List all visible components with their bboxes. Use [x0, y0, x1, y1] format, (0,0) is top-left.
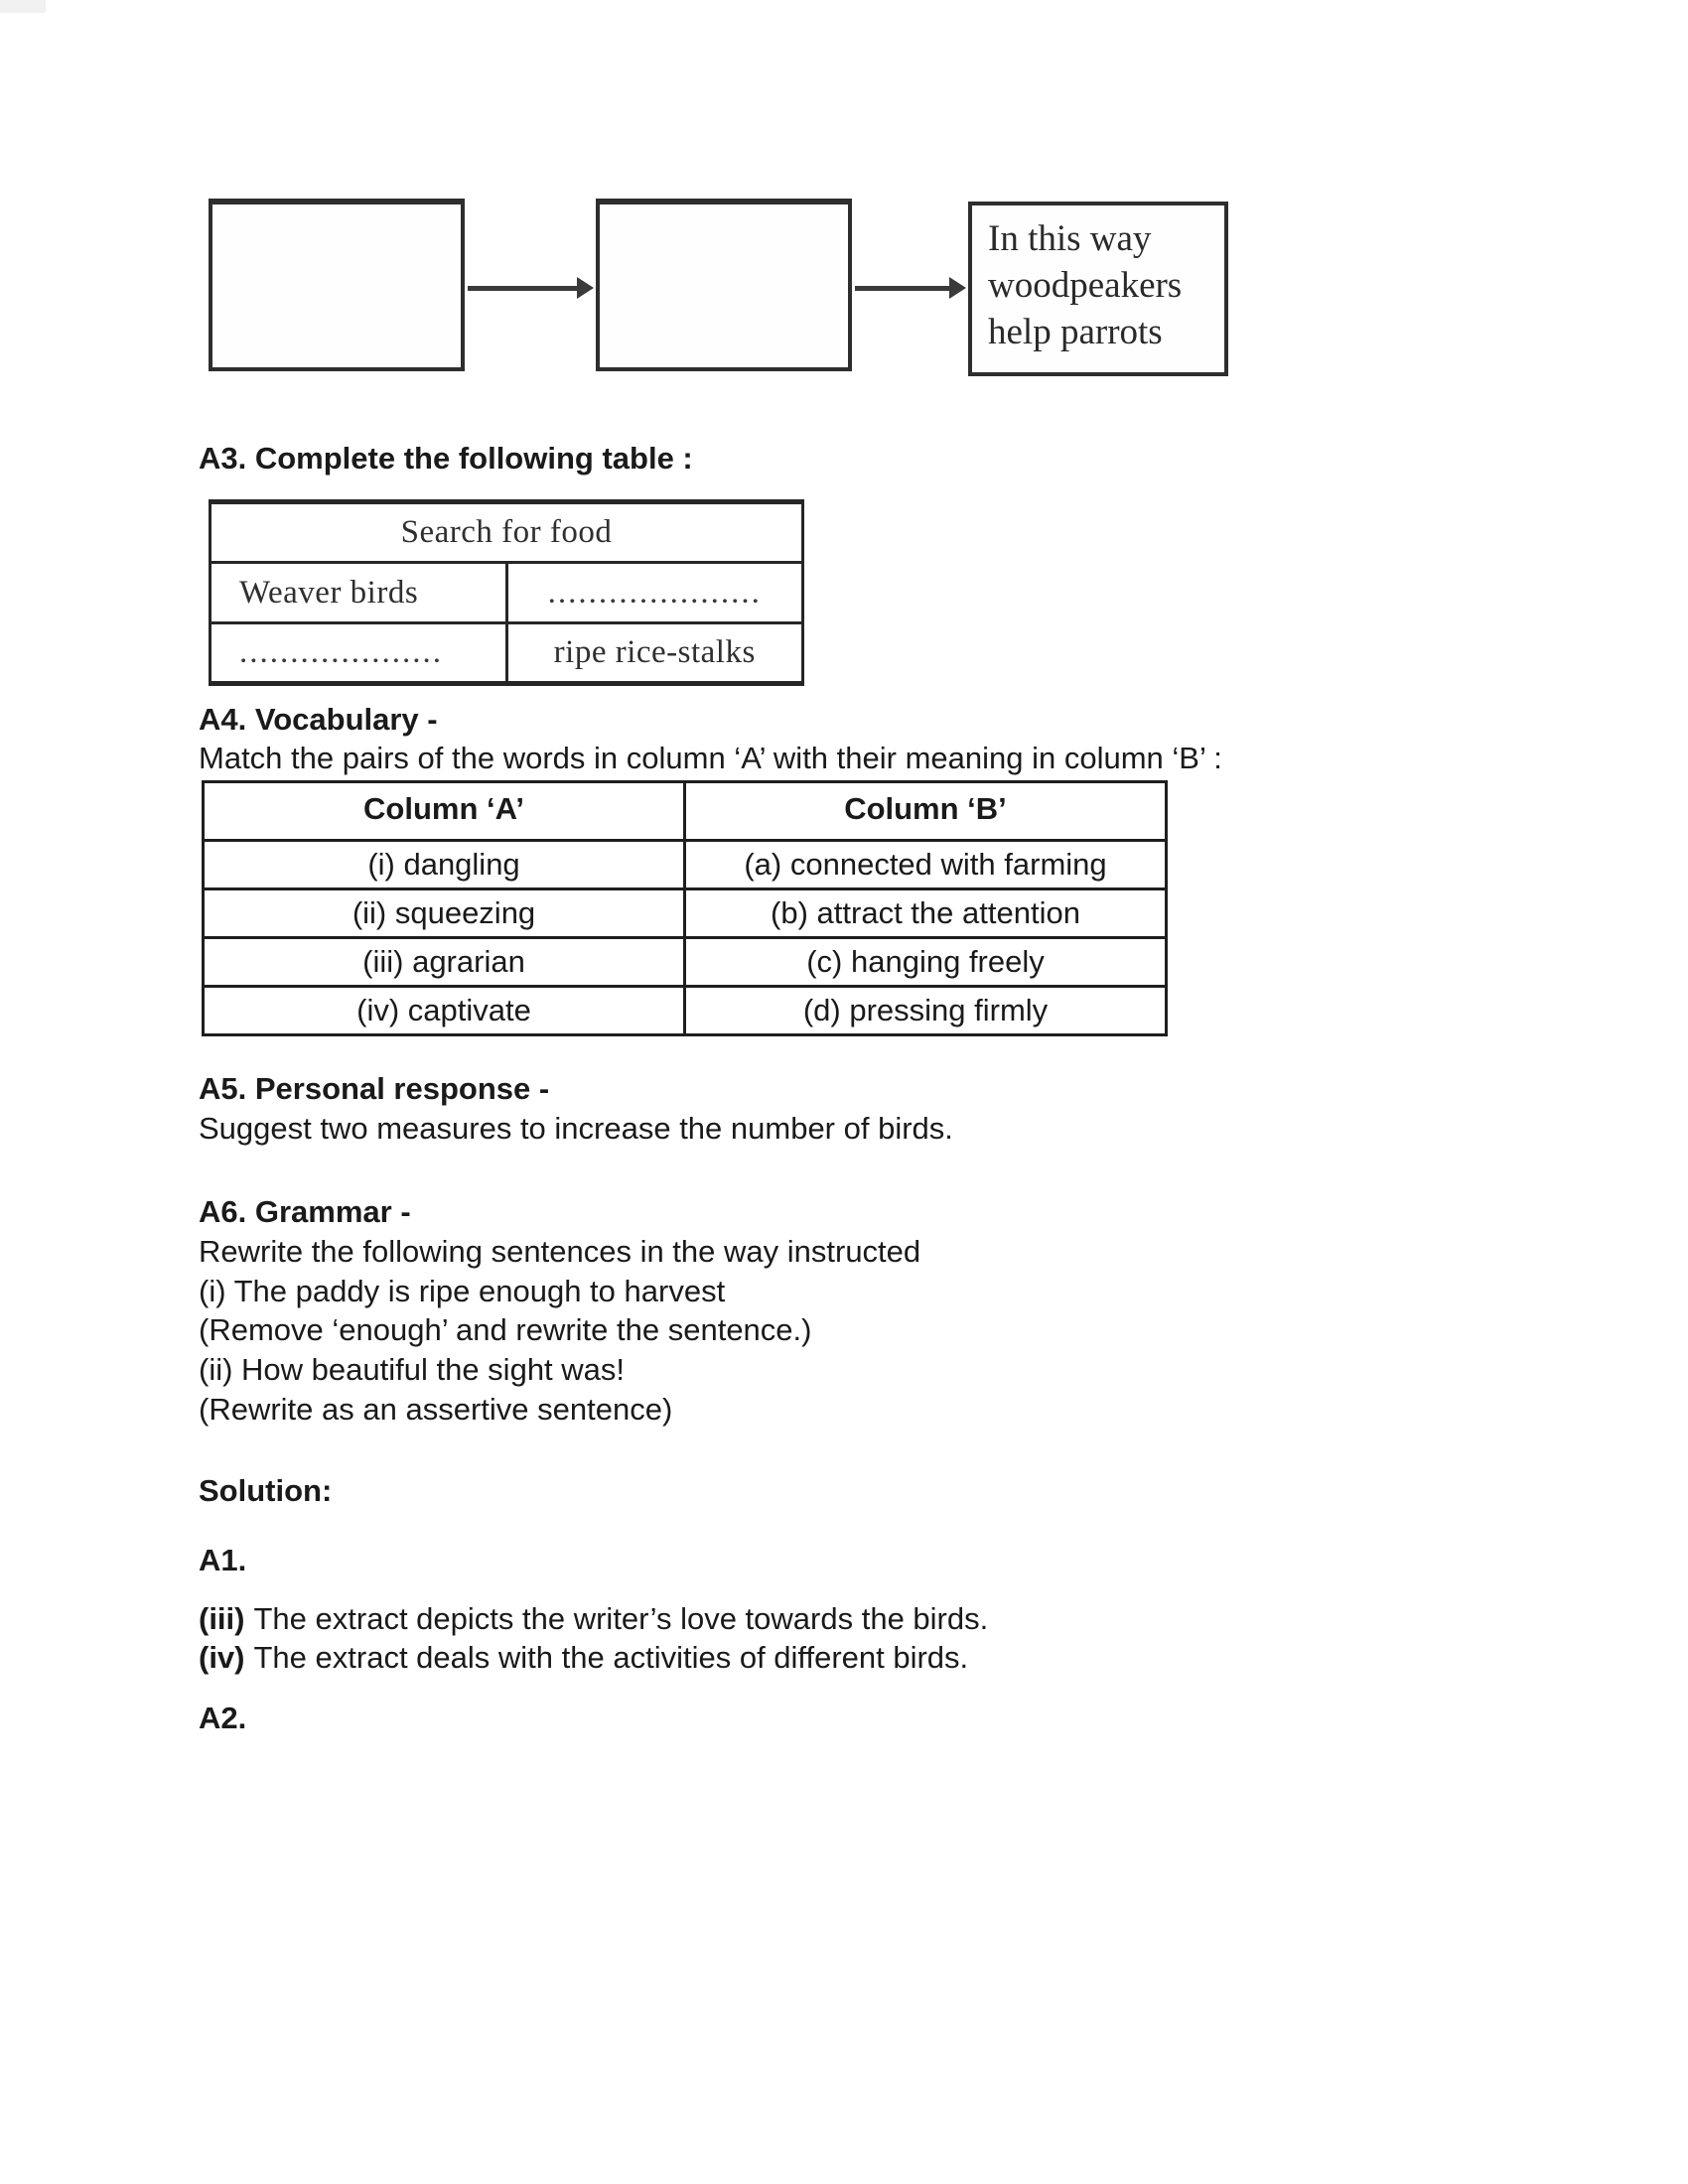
a3-cell-blank: .....................: [506, 563, 803, 623]
table-header-row: [204, 782, 1167, 841]
flow-box-result: In this way woodpeakers help parrots: [968, 202, 1228, 376]
a1-answer-iii: [199, 1599, 988, 1639]
table-row: [211, 502, 803, 563]
meaning-cell: (d) pressing firmly: [685, 987, 1167, 1035]
a6-line: (Rewrite as an assertive sentence): [199, 1392, 673, 1427]
solution-heading: Solution:: [199, 1473, 333, 1508]
a4-heading: A4. Vocabulary -: [199, 702, 438, 737]
a4-instruction: Match the pairs of the words in column ‘A’ with their meaning in column ‘B’ :: [199, 741, 1222, 775]
a3-cell: Weaver birds: [211, 563, 507, 623]
a6-heading: A6. Grammar -: [199, 1194, 411, 1229]
a4-vocabulary-table: [202, 780, 1168, 1036]
table-row: [211, 623, 803, 684]
word-cell: (i) dangling: [204, 841, 685, 889]
meaning-cell: (c) hanging freely: [685, 938, 1167, 987]
word-cell: (ii) squeezing: [204, 889, 685, 938]
a1-answer-iv: [199, 1638, 968, 1678]
table-row: [204, 938, 1167, 987]
a3-table-header-cell: Search for food: [211, 502, 803, 563]
answer-marker: (iv): [199, 1640, 245, 1675]
meaning-cell: (a) connected with farming: [685, 841, 1167, 889]
flow-box-empty-1: [209, 199, 465, 371]
a6-line: Rewrite the following sentences in the way instructed: [199, 1234, 921, 1269]
table-row: [204, 841, 1167, 889]
a5-heading: A5. Personal response -: [199, 1071, 550, 1106]
word-cell: (iii) agrarian: [204, 938, 685, 987]
column-a-header: Column ‘A’: [204, 782, 685, 841]
a5-body: Suggest two measures to increase the number of birds.: [199, 1111, 953, 1146]
a6-line: (ii) How beautiful the sight was!: [199, 1352, 626, 1387]
a2-label: A2.: [199, 1701, 247, 1735]
right-arrow-icon: [855, 286, 950, 291]
a3-heading: A3. Complete the following table :: [199, 441, 693, 476]
a6-line: (Remove ‘enough’ and rewrite the sentence.): [199, 1312, 812, 1347]
answer-text: The extract depicts the writer’s love towards the birds.: [253, 1601, 989, 1636]
answer-marker: (iii): [199, 1601, 245, 1636]
meaning-cell: (b) attract the attention: [685, 889, 1167, 938]
right-arrow-icon: [468, 286, 578, 291]
scan-smudge: [0, 0, 46, 13]
table-row: [211, 563, 803, 623]
a3-table: [209, 499, 804, 686]
column-b-header: Column ‘B’: [685, 782, 1167, 841]
answer-text: The extract deals with the activities of different birds.: [253, 1640, 969, 1675]
a1-label: A1.: [199, 1543, 247, 1577]
table-row: [204, 987, 1167, 1035]
word-cell: (iv) captivate: [204, 987, 685, 1035]
a3-cell-blank: ....................: [211, 623, 507, 684]
a6-line: (i) The paddy is ripe enough to harvest: [199, 1274, 726, 1308]
table-row: [204, 889, 1167, 938]
flow-box-empty-2: [596, 199, 852, 371]
a3-cell: ripe rice-stalks: [506, 623, 803, 684]
